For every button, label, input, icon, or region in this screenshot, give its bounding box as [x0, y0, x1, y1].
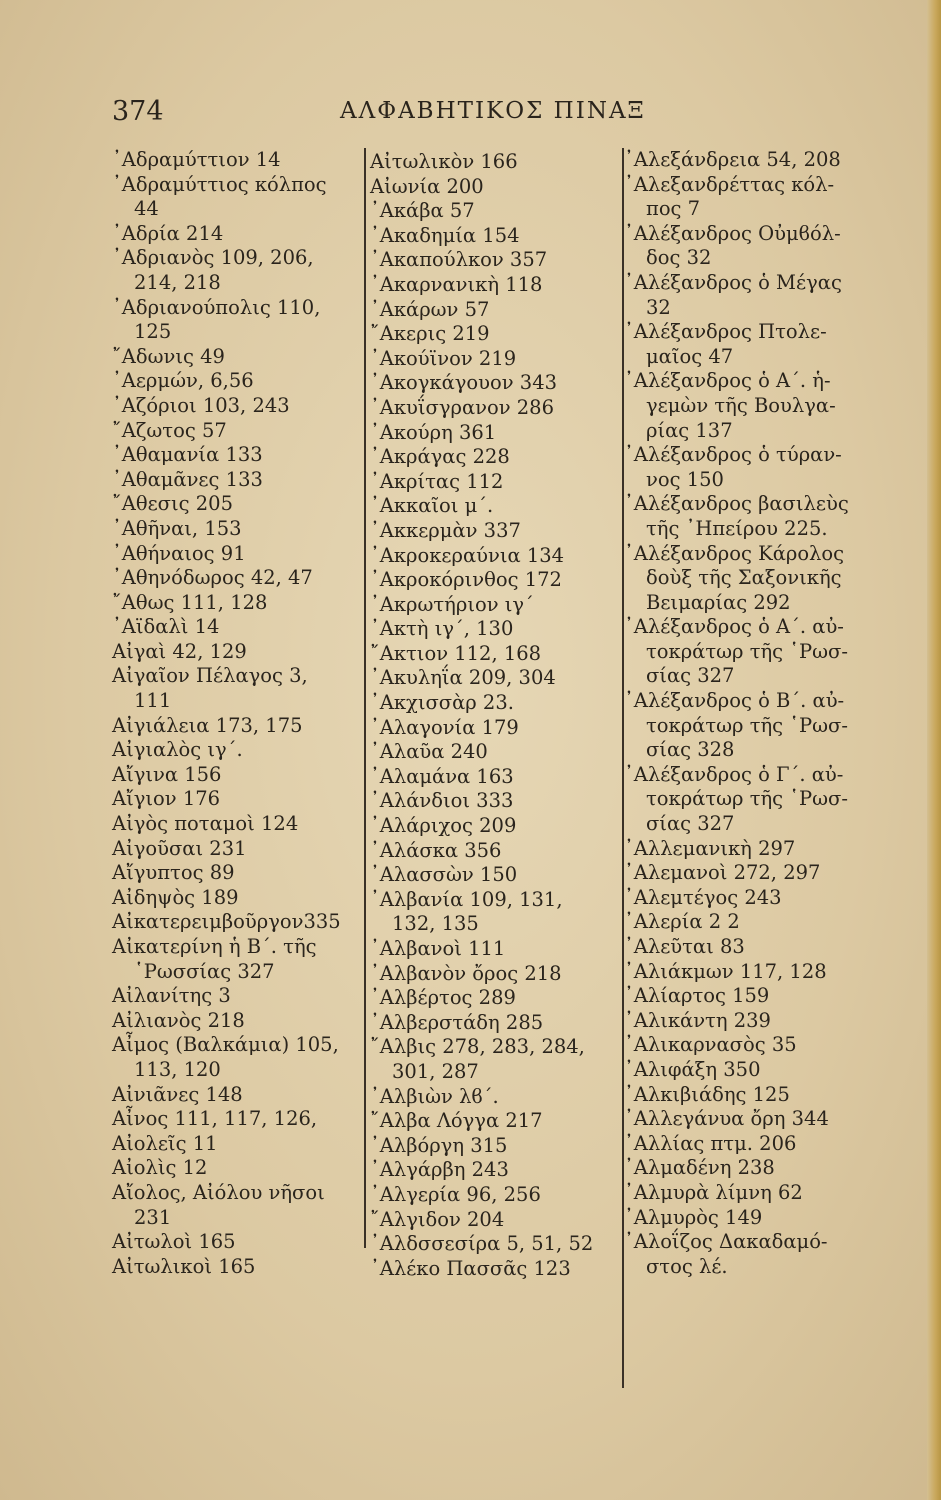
index-entry: ᾿Ακτὴ ιγ΄, 130 [370, 617, 514, 641]
index-entry: ᾿Αλμυρὸς 149 [624, 1205, 763, 1229]
index-column-2 [370, 150, 635, 1281]
index-entry: ᾿Αλέξανδρος ὁ Γ΄. αὐ- [624, 762, 844, 786]
index-entry: ᾿Αερμών, 6,56 [112, 369, 254, 393]
index-entry: ῎Αλγιδον 204 [370, 1207, 505, 1231]
index-entry: ᾿Αθαμανία 133 [112, 443, 263, 467]
index-entry: ᾿Αλγερία 96, 256 [370, 1182, 541, 1206]
index-entry: ᾿Ακαδημία 154 [370, 223, 520, 247]
index-entry: νος 150 [646, 467, 724, 491]
index-entry: ᾿Αλκιβιάδης 125 [624, 1082, 790, 1106]
index-entry: ῎Αζωτος 57 [112, 418, 227, 442]
index-entry: στος λέ. [646, 1254, 728, 1278]
page-title: ΑΛΦΑΒΗΤΙΚΟΣ ΠΙΝΑΞ [340, 98, 646, 124]
index-entry: σίας 328 [646, 738, 735, 762]
index-entry: ᾿Αλέκο Πασσᾶς 123 [370, 1256, 571, 1280]
index-entry: ᾿Αλικαρνασὸς 35 [624, 1033, 797, 1057]
index-entry: ᾿Ακκερμὰν 337 [370, 518, 521, 542]
index-entry: ᾿Αλέξανδρος ὁ τύραν- [624, 443, 842, 467]
index-entry: ᾿Αλβιὼν λϐ΄. [370, 1084, 499, 1108]
index-entry: 231 [134, 1205, 172, 1229]
index-entry: Αἰλανίτης 3 [112, 984, 231, 1008]
index-entry: ῎Αθως 111, 128 [112, 590, 268, 614]
index-entry: ᾿Ακρίτας 112 [370, 469, 504, 493]
index-entry: ᾿Αλιάκμων 117, 128 [624, 959, 827, 983]
index-entry: 301, 287 [392, 1059, 479, 1083]
index-entry: ᾿Αθῆναι, 153 [112, 516, 242, 540]
index-entry: ᾿Αλλίας πτμ. 206 [624, 1131, 797, 1155]
index-column-3 [624, 148, 914, 1279]
index-entry: ᾿Ακάρων 57 [370, 297, 490, 321]
index-entry: ῎Αδωνις 49 [112, 344, 225, 368]
index-entry: πος 7 [646, 197, 701, 221]
index-entry: ᾿Αλέξανδρος Πτολε- [624, 320, 827, 344]
index-entry: τοκράτωρ τῆς ῾Ρωσ- [646, 713, 848, 737]
page-header [0, 96, 941, 136]
index-entry: ᾿Ακχισσὰρ 23. [370, 691, 514, 715]
index-entry: ρίας 137 [646, 418, 733, 442]
column-divider-1 [364, 148, 366, 1248]
index-entry: Αἰγοῦσαι 231 [112, 836, 247, 860]
index-entry: ᾿Αλέξανδρος Οὐμϐόλ- [624, 221, 841, 245]
index-entry: ᾿Αλικάντη 239 [624, 1008, 771, 1032]
index-entry: ᾿Αλβανοὶ 111 [370, 937, 506, 960]
index-entry: ᾿Ακούρη 361 [370, 420, 497, 444]
index-entry: ᾿Αλεμτέγος 243 [624, 885, 782, 909]
index-entry: ᾿Αλάριχος 209 [370, 814, 517, 838]
index-entry: ᾿Αλέξανδρος ὁ Α΄. ἡ- [624, 369, 831, 393]
index-entry: ᾿Αλασσὼν 150 [370, 863, 518, 887]
index-entry: Αἰτωλικὸν 166 [370, 150, 518, 173]
index-entry: ᾿Αλίαρτος 159 [624, 984, 770, 1008]
index-entry: ᾿Ακαπούλκον 357 [370, 248, 548, 272]
index-entry: ᾿Αλάσκα 356 [370, 838, 502, 862]
index-entry: ᾿Ακαρνανικὴ 118 [370, 272, 543, 296]
index-entry: 113, 120 [134, 1057, 221, 1081]
index-entry: Αἰκατερειμβοῦργον335 [112, 910, 341, 934]
index-entry: ᾿Ακάβα 57 [370, 199, 475, 223]
index-entry: Αἴγυπτος 89 [112, 861, 235, 885]
index-entry: ᾿Αθαμᾶνες 133 [112, 467, 263, 491]
index-entry: ᾿Ακράγας 228 [370, 445, 510, 469]
index-entry: Αἴολος, Αἰόλου νῆσοι [112, 1180, 325, 1204]
index-entry: Αἰολεῖς 11 [112, 1131, 218, 1155]
index-entry: 125 [134, 320, 172, 344]
index-entry: ᾿Αλέξανδρος ὁ Μέγας [624, 270, 842, 294]
index-entry: ᾿Αλβερστάδη 285 [370, 1010, 544, 1034]
index-entry: ᾿Αλοΐζος Δακαδαμό- [624, 1230, 828, 1254]
index-entry: ᾿Αζόριοι 103, 243 [112, 393, 290, 417]
index-entry: ᾿Ακυΐσγρανον 286 [370, 395, 554, 419]
index-entry: δος 32 [646, 246, 712, 270]
index-entry: ᾿Αθηνόδωρος 42, 47 [112, 566, 313, 590]
index-entry: ᾿Αλδσσεσίρα 5, 51, 52 [370, 1232, 594, 1256]
index-entry: ᾿Αλμαδένη 238 [624, 1156, 775, 1180]
index-entry: Αἶνος 111, 117, 126, [112, 1107, 318, 1131]
index-entry: δοὺξ τῆς Σαξονικῆς [646, 566, 842, 590]
page-number: 374 [112, 96, 164, 127]
index-entry: ᾿Αδραμύττιος κόλπος [112, 172, 327, 196]
index-entry: ᾿Αλέξανδρος ὁ Α΄. αὐ- [624, 615, 844, 639]
index-entry: ῎Ακτιον 112, 168 [370, 641, 542, 665]
index-entry: ᾿Αλεμανοὶ 272, 297 [624, 861, 821, 885]
index-entry: ᾿Αλιφάξη 350 [624, 1057, 761, 1081]
index-column-1 [112, 148, 357, 1279]
index-entry: ᾿Αλεῦται 83 [624, 935, 745, 958]
index-entry: ᾿Αλβανία 109, 131, [370, 887, 563, 911]
index-entry: ᾿Αλγάρβη 243 [370, 1158, 509, 1182]
index-entry: ῎Ακερις 219 [370, 322, 490, 346]
index-entry: ᾿Ακρωτήριον ιγ΄ [370, 592, 534, 616]
index-entry: γεμὼν τῆς Βουλγα- [646, 393, 836, 417]
index-entry: ᾿Ακκαῖοι μ΄. [370, 494, 494, 518]
index-entry: ῎Αλβις 278, 283, 284, [370, 1035, 585, 1059]
index-entry: Αἰτωλοὶ 165 [112, 1230, 236, 1254]
index-entry: ᾿Αδρία 214 [112, 221, 224, 245]
index-entry: ῾Ρωσσίας 327 [134, 959, 275, 983]
index-entry: Αἰγιάλεια 173, 175 [112, 713, 303, 737]
index-entry: Βειμαρίας 292 [646, 590, 791, 614]
index-entry: Αἰκατερίνη ἡ Β΄. τῆς [112, 935, 317, 958]
index-entry: Αἰολὶς 12 [112, 1156, 208, 1180]
index-entry: ᾿Αδριανούπολις 110, [112, 295, 321, 319]
index-entry: 32 [646, 295, 671, 319]
index-entry: Αἰλιανὸς 218 [112, 1008, 245, 1032]
index-entry: ᾿Αλβανὸν ὄρος 218 [370, 961, 562, 985]
index-entry: ᾿Αλέξανδρος ὁ Β΄. αὐ- [624, 689, 845, 713]
index-entry: ᾿Αλαγονία 179 [370, 715, 519, 739]
index-entry: ᾿Αλέξανδρος βασιλεὺς [624, 492, 849, 516]
index-entry: ᾿Ακροκόρινθος 172 [370, 568, 562, 592]
page-edge [927, 0, 941, 1500]
index-entry: ῎Αλβα Λόγγα 217 [370, 1109, 543, 1133]
index-entry: ᾿Ακροκεραύνια 134 [370, 543, 565, 567]
index-entry: ᾿Αδριανὸς 109, 206, [112, 246, 314, 270]
index-entry: Αἶμος (Βαλκάμια) 105, [112, 1033, 339, 1057]
index-entry: ᾿Ακογκάγουον 343 [370, 371, 558, 395]
index-entry: ᾿Αλμυρὰ λίμνη 62 [624, 1180, 803, 1204]
index-entry: μαῖος 47 [646, 344, 734, 368]
index-entry: ᾿Αϊδαλὶ 14 [112, 615, 220, 639]
index-entry: Αἰγὸς ποταμοὶ 124 [112, 812, 299, 836]
index-entry: Αἰγαὶ 42, 129 [112, 639, 247, 663]
index-entry: ᾿Αλεξανδρέττας κόλ- [624, 172, 835, 196]
index-entry: ᾿Αλεξάνδρεια 54, 208 [624, 148, 841, 171]
index-entry: ᾿Αθήναιος 91 [112, 541, 246, 565]
index-entry: ᾿Αλβόργη 315 [370, 1133, 508, 1157]
index-entry: Αἰγιαλὸς ιγ΄. [112, 738, 243, 762]
index-entry: τοκράτωρ τῆς ῾Ρωσ- [646, 639, 848, 663]
index-entry: ᾿Ακούϊνον 219 [370, 346, 517, 370]
index-entry: τῆς ᾿Ηπείρου 225. [646, 516, 828, 540]
index-entry: ᾿Αλλεμανικὴ 297 [624, 836, 796, 860]
index-entry: Αἰνιᾶνες 148 [112, 1082, 243, 1106]
index-entry: Αἰδηψὸς 189 [112, 885, 239, 909]
index-entry: 111 [134, 689, 172, 713]
index-entry: ᾿Αλερία 2 2 [624, 910, 740, 934]
index-entry: ᾿Αδραμύττιον 14 [112, 148, 281, 171]
index-entry: 132, 135 [392, 912, 479, 936]
index-entry: 214, 218 [134, 270, 221, 294]
index-entry: Αἰτωλικοὶ 165 [112, 1254, 256, 1278]
index-entry: ᾿Αλέξανδρος Κάρολος [624, 541, 845, 565]
index-entry: ᾿Αλλεγάνυα ὄρη 344 [624, 1107, 829, 1131]
index-entry: ῎Αθεσις 205 [112, 492, 233, 516]
index-entry: Αἰωνία 200 [370, 174, 484, 198]
index-entry: σίας 327 [646, 812, 735, 836]
index-entry: ᾿Ακυληΐα 209, 304 [370, 666, 556, 690]
index-entry: τοκράτωρ τῆς ῾Ρωσ- [646, 787, 848, 811]
index-entry: Αἰγαῖον Πέλαγος 3, [112, 664, 308, 688]
index-entry: σίας 327 [646, 664, 735, 688]
index-entry: ᾿Αλαμάνα 163 [370, 764, 514, 788]
index-entry: Αἴγινα 156 [112, 762, 222, 786]
index-entry: ᾿Αλάνδιοι 333 [370, 789, 514, 813]
index-entry: ᾿Αλβέρτος 289 [370, 986, 516, 1010]
index-entry: 44 [134, 197, 159, 221]
index-entry: ᾿Αλαῦα 240 [370, 740, 488, 764]
index-entry: Αἴγιον 176 [112, 787, 221, 811]
